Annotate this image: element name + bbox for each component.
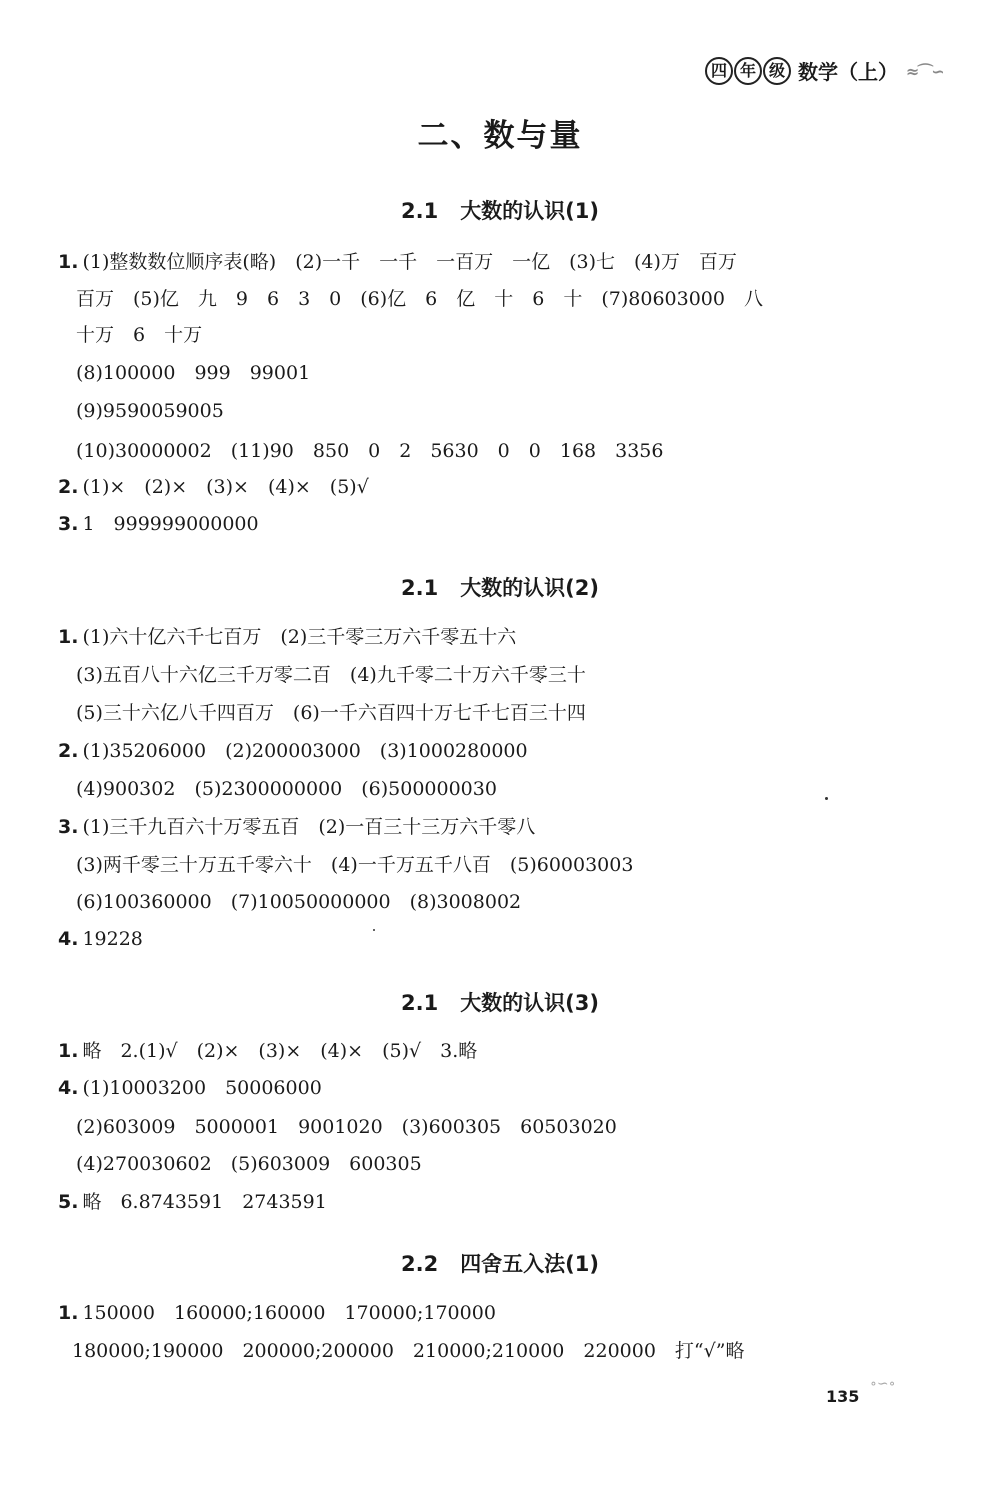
section-name: 大数的认识(2) xyxy=(460,576,599,600)
question-number: 1. xyxy=(58,626,79,648)
answer-text: (4)900302 (5)2300000000 (6)500000030 xyxy=(76,778,497,800)
answer-text: (4)270030602 (5)603009 600305 xyxy=(76,1153,422,1175)
answer-text: (5)三十六亿八千四百万 (6)一千六百四十万七千七百三十四 xyxy=(76,702,586,724)
answer-text: (1)35206000 (2)200003000 (3)1000280000 xyxy=(82,740,528,762)
answer-line xyxy=(76,856,633,875)
answer-line xyxy=(58,1193,327,1212)
section-number: 2.1 xyxy=(400,991,439,1015)
answer-text: (3)两千零三十万五千零六十 (4)一千万五千八百 (5)60003003 xyxy=(76,854,634,876)
question-number: 2. xyxy=(58,740,79,762)
answer-line xyxy=(76,704,586,723)
answer-line xyxy=(58,515,259,534)
answer-text: 150000 160000;160000 170000;170000 xyxy=(82,1302,496,1324)
answer-text: (6)100360000 (7)10050000000 (8)3008002 xyxy=(76,891,522,913)
answer-line xyxy=(76,326,202,345)
answer-line xyxy=(76,780,497,799)
answer-text: (1)× (2)× (3)× (4)× (5)√ xyxy=(82,476,369,498)
decorative-doodle-icon: ∘∽∘ xyxy=(870,1376,896,1392)
answer-line xyxy=(72,1342,744,1361)
answer-line xyxy=(76,442,663,461)
answer-line xyxy=(76,666,586,685)
answer-line xyxy=(76,290,763,309)
section-number: 2.2 xyxy=(400,1252,439,1276)
chapter-title: 二、数与量 xyxy=(417,118,583,154)
decorative-doodle-icon: ≈⌒∽ xyxy=(906,62,943,81)
page-number: 135 xyxy=(826,1387,860,1406)
question-number: 5. xyxy=(58,1191,79,1213)
answer-text: (2)603009 5000001 9001020 (3)600305 60503020 xyxy=(76,1116,617,1138)
answer-text: 百万 (5)亿 九 9 6 3 0 (6)亿 6 亿 十 6 十 (7)80603000 八 xyxy=(76,288,763,310)
grade-label xyxy=(705,57,792,85)
answer-text: (1)三千九百六十万零五百 (2)一百三十三万六千零八 xyxy=(82,816,536,838)
answer-line xyxy=(58,478,369,497)
section-title xyxy=(0,987,1000,1017)
question-number: 1. xyxy=(58,1040,79,1062)
answer-text: 1 999999000000 xyxy=(82,513,259,535)
answer-line xyxy=(76,893,521,912)
answer-line xyxy=(76,1155,422,1174)
answer-text: 180000;190000 200000;200000 210000;210000 220000 打“√”略 xyxy=(72,1340,745,1362)
section-name: 四舍五入法(1) xyxy=(460,1252,599,1276)
answer-line xyxy=(76,402,224,421)
question-number: 1. xyxy=(58,251,79,273)
answer-line xyxy=(58,930,143,949)
question-number: 2. xyxy=(58,476,79,498)
section-name: 大数的认识(1) xyxy=(460,199,599,223)
answer-line xyxy=(58,1079,322,1098)
answer-text: (1)整数数位顺序表(略) (2)一千 一千 一百万 一亿 (3)七 (4)万 百万 xyxy=(82,251,737,273)
answer-text: (10)30000002 (11)90 850 0 2 5630 0 0 168 3356 xyxy=(76,440,664,462)
answer-text: (3)五百八十六亿三千万零二百 (4)九千零二十万六千零三十 xyxy=(76,664,586,686)
question-number: 4. xyxy=(58,928,79,950)
answer-text: (1)六十亿六千七百万 (2)三千零三万六千零五十六 xyxy=(82,626,517,648)
section-number: 2.1 xyxy=(400,576,439,600)
scan-speck xyxy=(825,797,828,800)
answer-line xyxy=(58,253,737,272)
section-number: 2.1 xyxy=(400,199,439,223)
header-badge xyxy=(705,56,943,85)
answer-line xyxy=(58,742,528,761)
answer-text: (1)10003200 50006000 xyxy=(82,1077,322,1099)
section-title xyxy=(0,572,1000,602)
answer-text: 略 2.(1)√ (2)× (3)× (4)× (5)√ 3.略 xyxy=(82,1040,478,1062)
question-number: 3. xyxy=(58,816,79,838)
grade-char: 四 xyxy=(705,57,733,85)
answer-line xyxy=(58,1042,477,1061)
question-number: 4. xyxy=(58,1077,79,1099)
answer-text: 十万 6 十万 xyxy=(76,324,203,346)
answer-text: (8)100000 999 99001 xyxy=(76,362,311,384)
section-title xyxy=(0,195,1000,225)
question-number: 3. xyxy=(58,513,79,535)
answer-line xyxy=(58,818,535,837)
grade-char: 级 xyxy=(763,57,791,85)
scan-speck xyxy=(373,929,375,931)
answer-text: 略 6.8743591 2743591 xyxy=(82,1191,327,1213)
answer-line xyxy=(76,364,310,383)
question-number: 1. xyxy=(58,1302,79,1324)
answer-line xyxy=(58,1304,496,1323)
answer-text: (9)9590059005 xyxy=(76,400,224,422)
subject-label: 数学（上） xyxy=(798,60,898,84)
section-title xyxy=(0,1248,1000,1278)
answer-line xyxy=(76,1118,617,1137)
answer-text: 19228 xyxy=(82,928,143,950)
section-name: 大数的认识(3) xyxy=(460,991,599,1015)
answer-line xyxy=(58,628,516,647)
grade-char: 年 xyxy=(734,57,762,85)
